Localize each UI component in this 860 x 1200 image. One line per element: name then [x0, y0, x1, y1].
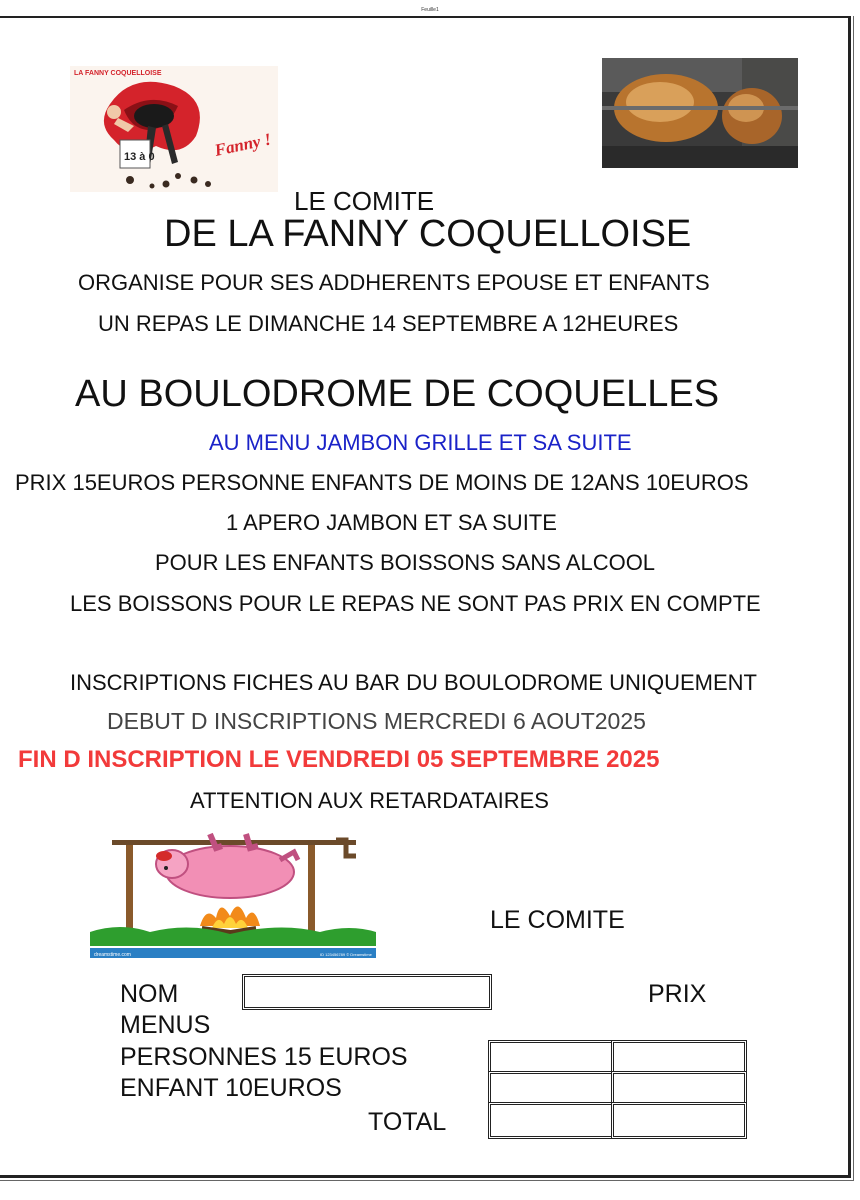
latecomers-warning: ATTENTION AUX RETARDATAIRES — [190, 788, 549, 813]
pig-caption-left: dreamstime.com — [94, 952, 131, 958]
pig-roast-illustration — [90, 826, 376, 960]
enfant-price-cell[interactable] — [611, 1071, 747, 1105]
menu-line: AU MENU JAMBON GRILLE ET SA SUITE — [209, 430, 632, 455]
frame-bottom-border — [0, 1175, 851, 1178]
frame-top-border — [0, 16, 850, 18]
total-price-cell[interactable] — [611, 1102, 747, 1139]
total-qty-cell[interactable] — [488, 1102, 614, 1139]
nom-input-box[interactable] — [242, 974, 492, 1010]
header-title: DE LA FANNY COQUELLOISE — [164, 213, 692, 255]
apero-line: 1 APERO JAMBON ET SA SUITE — [226, 510, 557, 535]
roast-ham-photo — [602, 58, 798, 168]
frame-bottom-shadow — [0, 1180, 854, 1181]
menus-label: MENUS — [120, 1011, 211, 1039]
kids-drinks-line: POUR LES ENFANTS BOISSONS SANS ALCOOL — [155, 550, 656, 575]
frame-right-border — [848, 16, 851, 1178]
intro-line-2: UN REPAS LE DIMANCHE 14 SEPTEMBRE A 12HEURES — [98, 311, 679, 336]
pig-caption-right: ID 123456789 © Dreamstime — [320, 952, 372, 957]
registration-where: INSCRIPTIONS FICHES AU BAR DU BOULODROME UNIQUEMENT — [70, 670, 757, 695]
venue-heading: AU BOULODROME DE COQUELLES — [75, 373, 720, 415]
frame-right-shadow — [853, 16, 854, 1180]
personnes-qty-cell[interactable] — [488, 1040, 614, 1074]
total-label: TOTAL — [368, 1108, 447, 1136]
enfant-qty-cell[interactable] — [488, 1071, 614, 1105]
registration-start: DEBUT D INSCRIPTIONS MERCREDI 6 AOUT2025 — [107, 708, 646, 734]
drinks-line: LES BOISSONS POUR LE REPAS NE SONT PAS PRIX EN COMPTE — [70, 591, 761, 616]
sheet-tab-label: Feuille1 — [421, 7, 439, 13]
logo-sign-text: 13 à 0 — [124, 151, 155, 163]
registration-end: FIN D INSCRIPTION LE VENDREDI 05 SEPTEMBRE 2025 — [18, 746, 660, 773]
nom-label: NOM — [120, 980, 179, 1008]
personnes-label: PERSONNES 15 EUROS — [120, 1043, 408, 1071]
personnes-price-cell[interactable] — [611, 1040, 747, 1074]
intro-line-1: ORGANISE POUR SES ADDHERENTS EPOUSE ET ENFANTS — [78, 270, 710, 295]
enfant-label: ENFANT 10EUROS — [120, 1074, 342, 1102]
price-line: PRIX 15EUROS PERSONNE ENFANTS DE MOINS DE 12ANS 10EUROS — [15, 470, 749, 495]
signature-label: LE COMITE — [490, 906, 625, 934]
logo-script-text: Fanny ! — [212, 129, 273, 160]
logo-header-text: LA FANNY COQUELLOISE — [74, 70, 162, 77]
prix-label: PRIX — [648, 980, 707, 1008]
header-line-1: LE COMITE — [294, 186, 435, 216]
fanny-logo-image — [70, 66, 278, 192]
